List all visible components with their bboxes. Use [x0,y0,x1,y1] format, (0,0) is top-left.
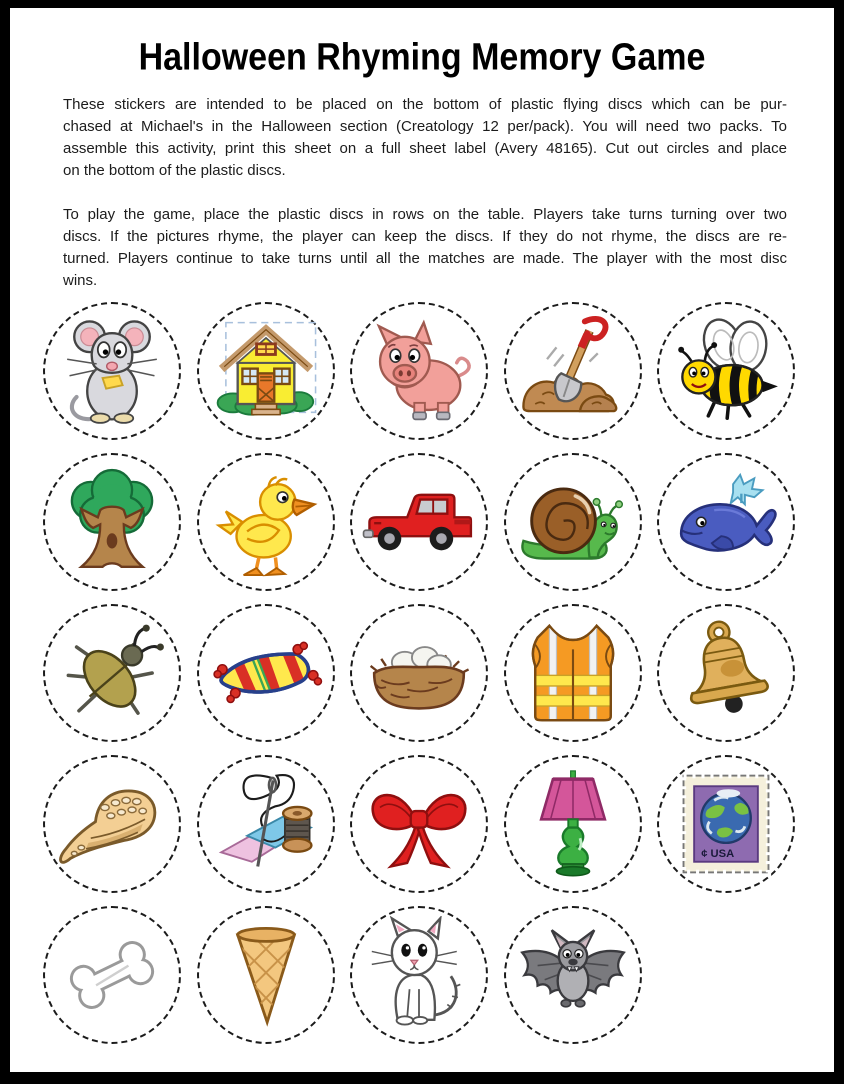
cone-icon [207,916,325,1034]
stamp-sticker[interactable] [657,755,795,893]
dig-sticker[interactable] [504,302,642,440]
stamp-icon [667,765,785,883]
paragraph-rules [63,204,787,292]
paragraph-line: chased at Michael's in the Halloween section (Creatology 12 per/pack). You will need two packs. To [63,118,787,135]
rug-sticker[interactable] [197,604,335,742]
sticker-row [43,604,795,742]
sticker-row [43,302,795,440]
tree-icon [53,463,171,581]
needle-thread-icon [207,765,325,883]
paragraph-line: on the bottom of the plastic discs. [63,162,286,179]
lamp-sticker[interactable] [504,755,642,893]
vest-icon [514,614,632,732]
bee-sticker[interactable] [657,302,795,440]
cat-sticker[interactable] [350,906,488,1044]
paragraph-line: discs. If the pictures rhyme, the player can keep the discs. If they do not rhyme, the discs are re- [63,228,787,245]
bug-sticker[interactable] [43,604,181,742]
snail-sticker[interactable] [504,453,642,591]
house-sticker[interactable] [197,302,335,440]
page-title: Halloween Rhyming Memory Game [138,36,706,79]
sticker-row [43,755,795,893]
lamp-icon [514,765,632,883]
bow-icon [360,765,478,883]
bow-sticker[interactable] [350,755,488,893]
paragraph-line: wins. [63,272,98,289]
bug-icon [53,614,171,732]
duck-sticker[interactable] [197,453,335,591]
paragraph-line: assemble this activity, print this sheet on a full sheet label (Avery 48165). Cut out circles and place [63,140,787,157]
tree-sticker[interactable] [43,453,181,591]
pig-sticker[interactable] [350,302,488,440]
paragraph-assembly [63,94,787,182]
whale-icon [667,463,785,581]
worksheet-page [10,8,834,1072]
nest-icon [360,614,478,732]
shovel-dig-icon [514,312,632,430]
nest-sticker[interactable] [350,604,488,742]
mouse-sticker[interactable] [43,302,181,440]
bat-sticker[interactable] [504,906,642,1044]
mouse-icon [53,312,171,430]
bone-sticker[interactable] [43,906,181,1044]
paragraph-line: turned. Players continue to take turns until all the matches are made. The player with the most disc [63,250,787,267]
cat-icon [360,916,478,1034]
bee-icon [667,312,785,430]
duck-icon [207,463,325,581]
whale-sticker[interactable] [657,453,795,591]
shell-icon [53,765,171,883]
paragraph-line: To play the game, place the plastic discs in rows on the table. Players take turns turning over two [63,206,787,223]
truck-icon [360,463,478,581]
paragraph-line: These stickers are intended to be placed on the bottom of plastic flying discs which can be pur- [63,96,787,113]
cone-sticker[interactable] [197,906,335,1044]
sew-sticker[interactable] [197,755,335,893]
bat-icon [514,916,632,1034]
bell-sticker[interactable] [657,604,795,742]
svg-text:¢ USA: ¢ USA [701,848,735,861]
instructions [63,94,787,314]
sticker-grid [43,302,795,1057]
truck-sticker[interactable] [350,453,488,591]
sticker-row [43,453,795,591]
shell-sticker[interactable] [43,755,181,893]
sticker-row [43,906,795,1044]
rug-icon [207,614,325,732]
bone-icon [53,916,171,1034]
house-icon [207,312,325,430]
bell-icon [667,614,785,732]
vest-sticker[interactable] [504,604,642,742]
pig-icon [360,312,478,430]
snail-icon [514,463,632,581]
